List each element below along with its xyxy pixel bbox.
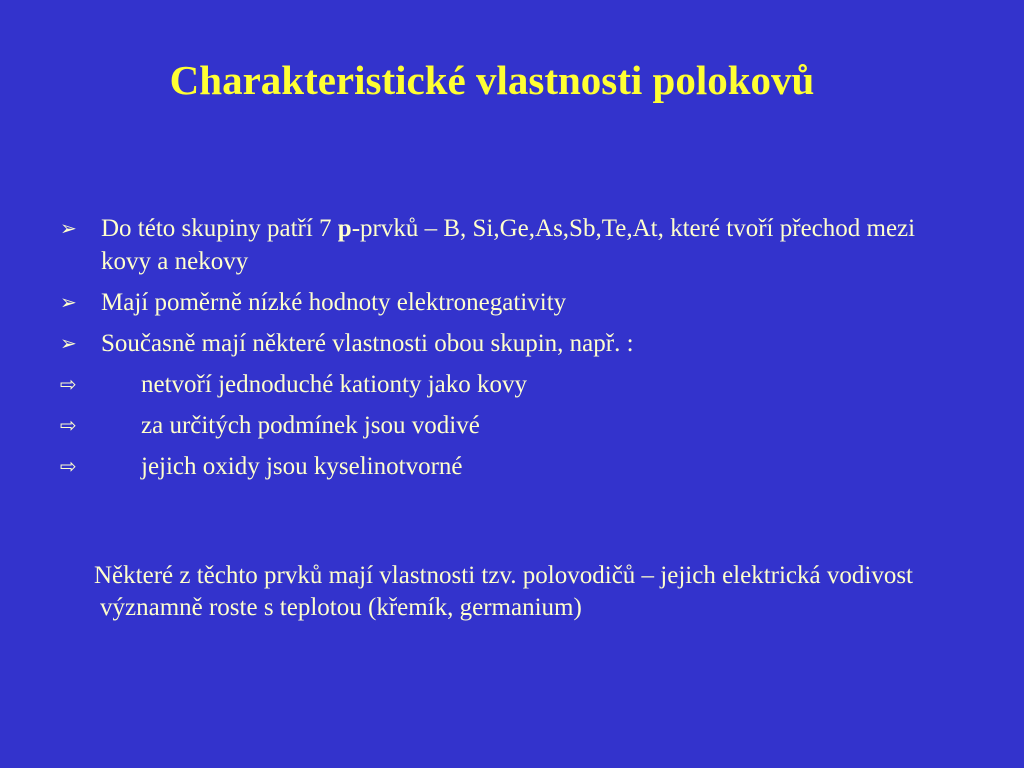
- bullet-text: Do této skupiny patří 7 p-prvků – B, Si,Ge,As,Sb,Te,At, které tvoří přechod mezi kovy a nekovy: [101, 215, 916, 275]
- bullet-item: [60, 212, 940, 278]
- bullet-item: [60, 286, 940, 319]
- bullet-text: Současně mají některé vlastnosti obou skupin, např. :: [101, 330, 634, 357]
- slide-title: Charakteristické vlastnosti polokovů: [169, 57, 815, 103]
- semiconductor-paragraph: Některé z těchto prvků mají vlastnosti tzv. polovodičů – jejich elektrická vodivost významně roste s teplotou (křemík, germanium): [94, 562, 913, 621]
- arrowhead-bullet-icon: ➢: [60, 331, 77, 355]
- bullet-text: Mají poměrně nízké hodnoty elektronegativity: [101, 289, 567, 316]
- sub-bullet-item: [60, 409, 940, 442]
- arrowhead-bullet-icon: ➢: [60, 216, 77, 240]
- sub-bullet-item: [60, 450, 940, 483]
- arrowhead-bullet-icon: ➢: [60, 290, 77, 314]
- bullet-list: [60, 212, 940, 491]
- sub-bullet-text: netvoří jednoduché kationty jako kovy: [141, 371, 528, 398]
- bullet-item: [60, 327, 940, 360]
- sub-bullet-item: [60, 368, 940, 401]
- outline-arrow-bullet-icon: ⇨: [60, 413, 77, 437]
- outline-arrow-bullet-icon: ⇨: [60, 372, 77, 396]
- sub-bullet-text: jejich oxidy jsou kyselinotvorné: [141, 453, 463, 480]
- outline-arrow-bullet-icon: ⇨: [60, 454, 77, 478]
- sub-bullet-text: za určitých podmínek jsou vodivé: [141, 412, 480, 439]
